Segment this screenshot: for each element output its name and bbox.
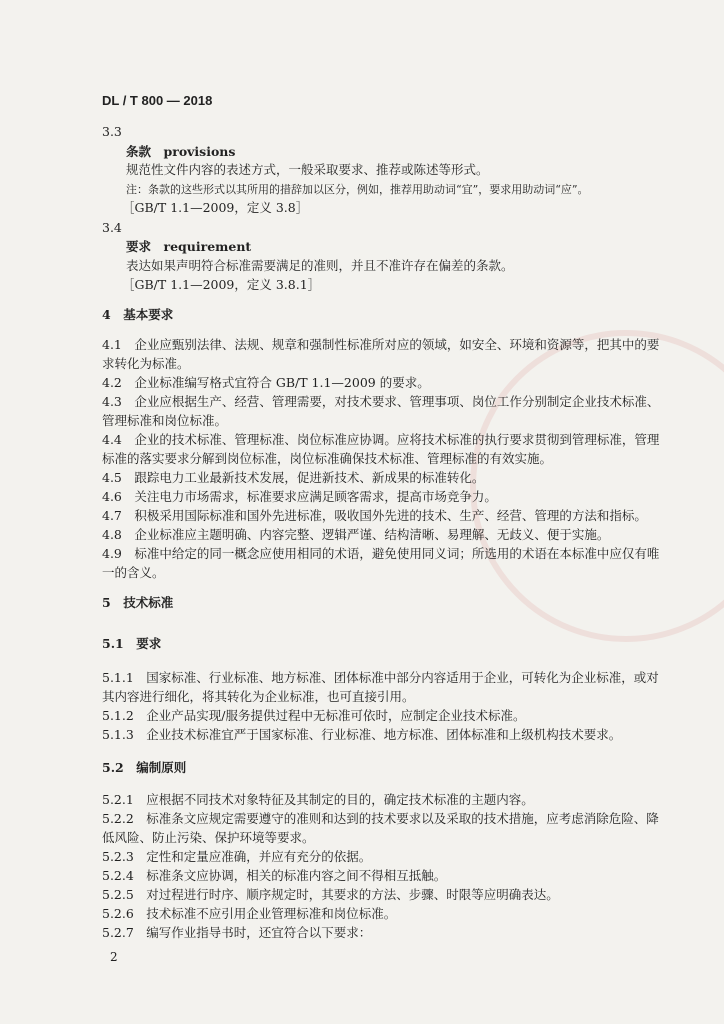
subsection-heading: 5.2 编制原则 xyxy=(102,760,187,775)
term-number: 3.3 xyxy=(102,124,122,139)
clause-line: 5.2.3 定性和定量应准确，并应有充分的依据。 xyxy=(102,849,372,864)
doc-header: DL / T 800 — 2018 xyxy=(102,93,213,108)
page-number: 2 xyxy=(110,950,118,964)
clause-line: 5.2.1 应根据不同技术对象特征及其制定的目的，确定技术标准的主题内容。 xyxy=(102,792,534,807)
clause-line: 5.1.1 国家标准、行业标准、地方标准、团体标准中部分内容适用于企业，可转化为企业标准，或对 xyxy=(102,670,659,685)
term-definition: 规范性文件内容的表述方式，一般采取要求、推荐或陈述等形式。 xyxy=(126,162,489,177)
clause-line: 5.2.7 编写作业指导书时，还宜符合以下要求： xyxy=(102,925,372,940)
term-reference: ［GB/T 1.1—2009，定义 3.8.1］ xyxy=(122,277,321,292)
clause-line: 管理标准和岗位标准。 xyxy=(102,413,228,428)
clause-line: 5.2.4 标准条文应协调，相关的标准内容之间不得相互抵触。 xyxy=(102,868,447,883)
clause-line: 求转化为标准。 xyxy=(102,356,190,371)
clause-line: 4.2 企业标准编写格式宜符合 GB/T 1.1—2009 的要求。 xyxy=(102,375,430,390)
clause-line: 其内容进行细化，将其转化为企业标准，也可直接引用。 xyxy=(102,689,415,704)
faded-seal xyxy=(470,330,724,642)
clause-line: 4.4 企业的技术标准、管理标准、岗位标准应协调。应将技术标准的执行要求贯彻到管理标准，管理 xyxy=(102,432,660,447)
clause-line: 5.2.6 技术标准不应引用企业管理标准和岗位标准。 xyxy=(102,906,397,921)
clause-line: 5.1.3 企业技术标准宜严于国家标准、行业标准、地方标准、团体标准和上级机构技术要求。 xyxy=(102,727,622,742)
term-name: 条款 provisions xyxy=(126,144,236,159)
clause-line: 5.2.5 对过程进行时序、顺序规定时，其要求的方法、步骤、时限等应明确表达。 xyxy=(102,887,559,902)
clause-line: 4.1 企业应甄别法律、法规、规章和强制性标准所对应的领域，如安全、环境和资源等，把其中的要 xyxy=(102,337,660,352)
subsection-heading: 5.1 要求 xyxy=(102,636,162,651)
term-reference: ［GB/T 1.1—2009，定义 3.8］ xyxy=(122,200,309,215)
term-definition: 表达如果声明符合标准需要满足的准则，并且不准许存在偏差的条款。 xyxy=(126,258,514,273)
clause-line: 4.5 跟踪电力工业最新技术发展，促进新技术、新成果的标准转化。 xyxy=(102,470,485,485)
section-heading: 5 技术标准 xyxy=(102,595,174,610)
clause-line: 低风险、防止污染、保护环境等要求。 xyxy=(102,830,315,845)
term-number: 3.4 xyxy=(102,220,122,235)
clause-line: 标准的落实要求分解到岗位标准，岗位标准确保技术标准、管理标准的有效实施。 xyxy=(102,451,553,466)
term-name: 要求 requirement xyxy=(126,239,252,254)
section-heading: 4 基本要求 xyxy=(102,307,174,322)
clause-line: 4.8 企业标准应主题明确、内容完整、逻辑严谨、结构清晰、易理解、无歧义、便于实施。 xyxy=(102,527,610,542)
clause-line: 4.3 企业应根据生产、经营、管理需要，对技术要求、管理事项、岗位工作分别制定企业技术标准、 xyxy=(102,394,660,409)
clause-line: 5.1.2 企业产品实现/服务提供过程中无标准可依时，应制定企业技术标准。 xyxy=(102,708,526,723)
clause-line: 5.2.2 标准条文应规定需要遵守的准则和达到的技术要求以及采取的技术措施，应考虑消除危险、降 xyxy=(102,811,659,826)
clause-line: 4.6 关注电力市场需求，标准要求应满足顾客需求，提高市场竞争力。 xyxy=(102,489,497,504)
clause-line: 一的含义。 xyxy=(102,565,165,580)
clause-line: 4.7 积极采用国际标准和国外先进标准，吸收国外先进的技术、生产、经营、管理的方法和指标。 xyxy=(102,508,647,523)
term-note: 注：条款的这些形式以其所用的措辞加以区分，例如，推荐用助动词“宜”，要求用助动词“应”。 xyxy=(126,183,589,196)
clause-line: 4.9 标准中给定的同一概念应使用相同的术语，避免使用同义词；所选用的术语在本标准中应仅有唯 xyxy=(102,546,660,561)
